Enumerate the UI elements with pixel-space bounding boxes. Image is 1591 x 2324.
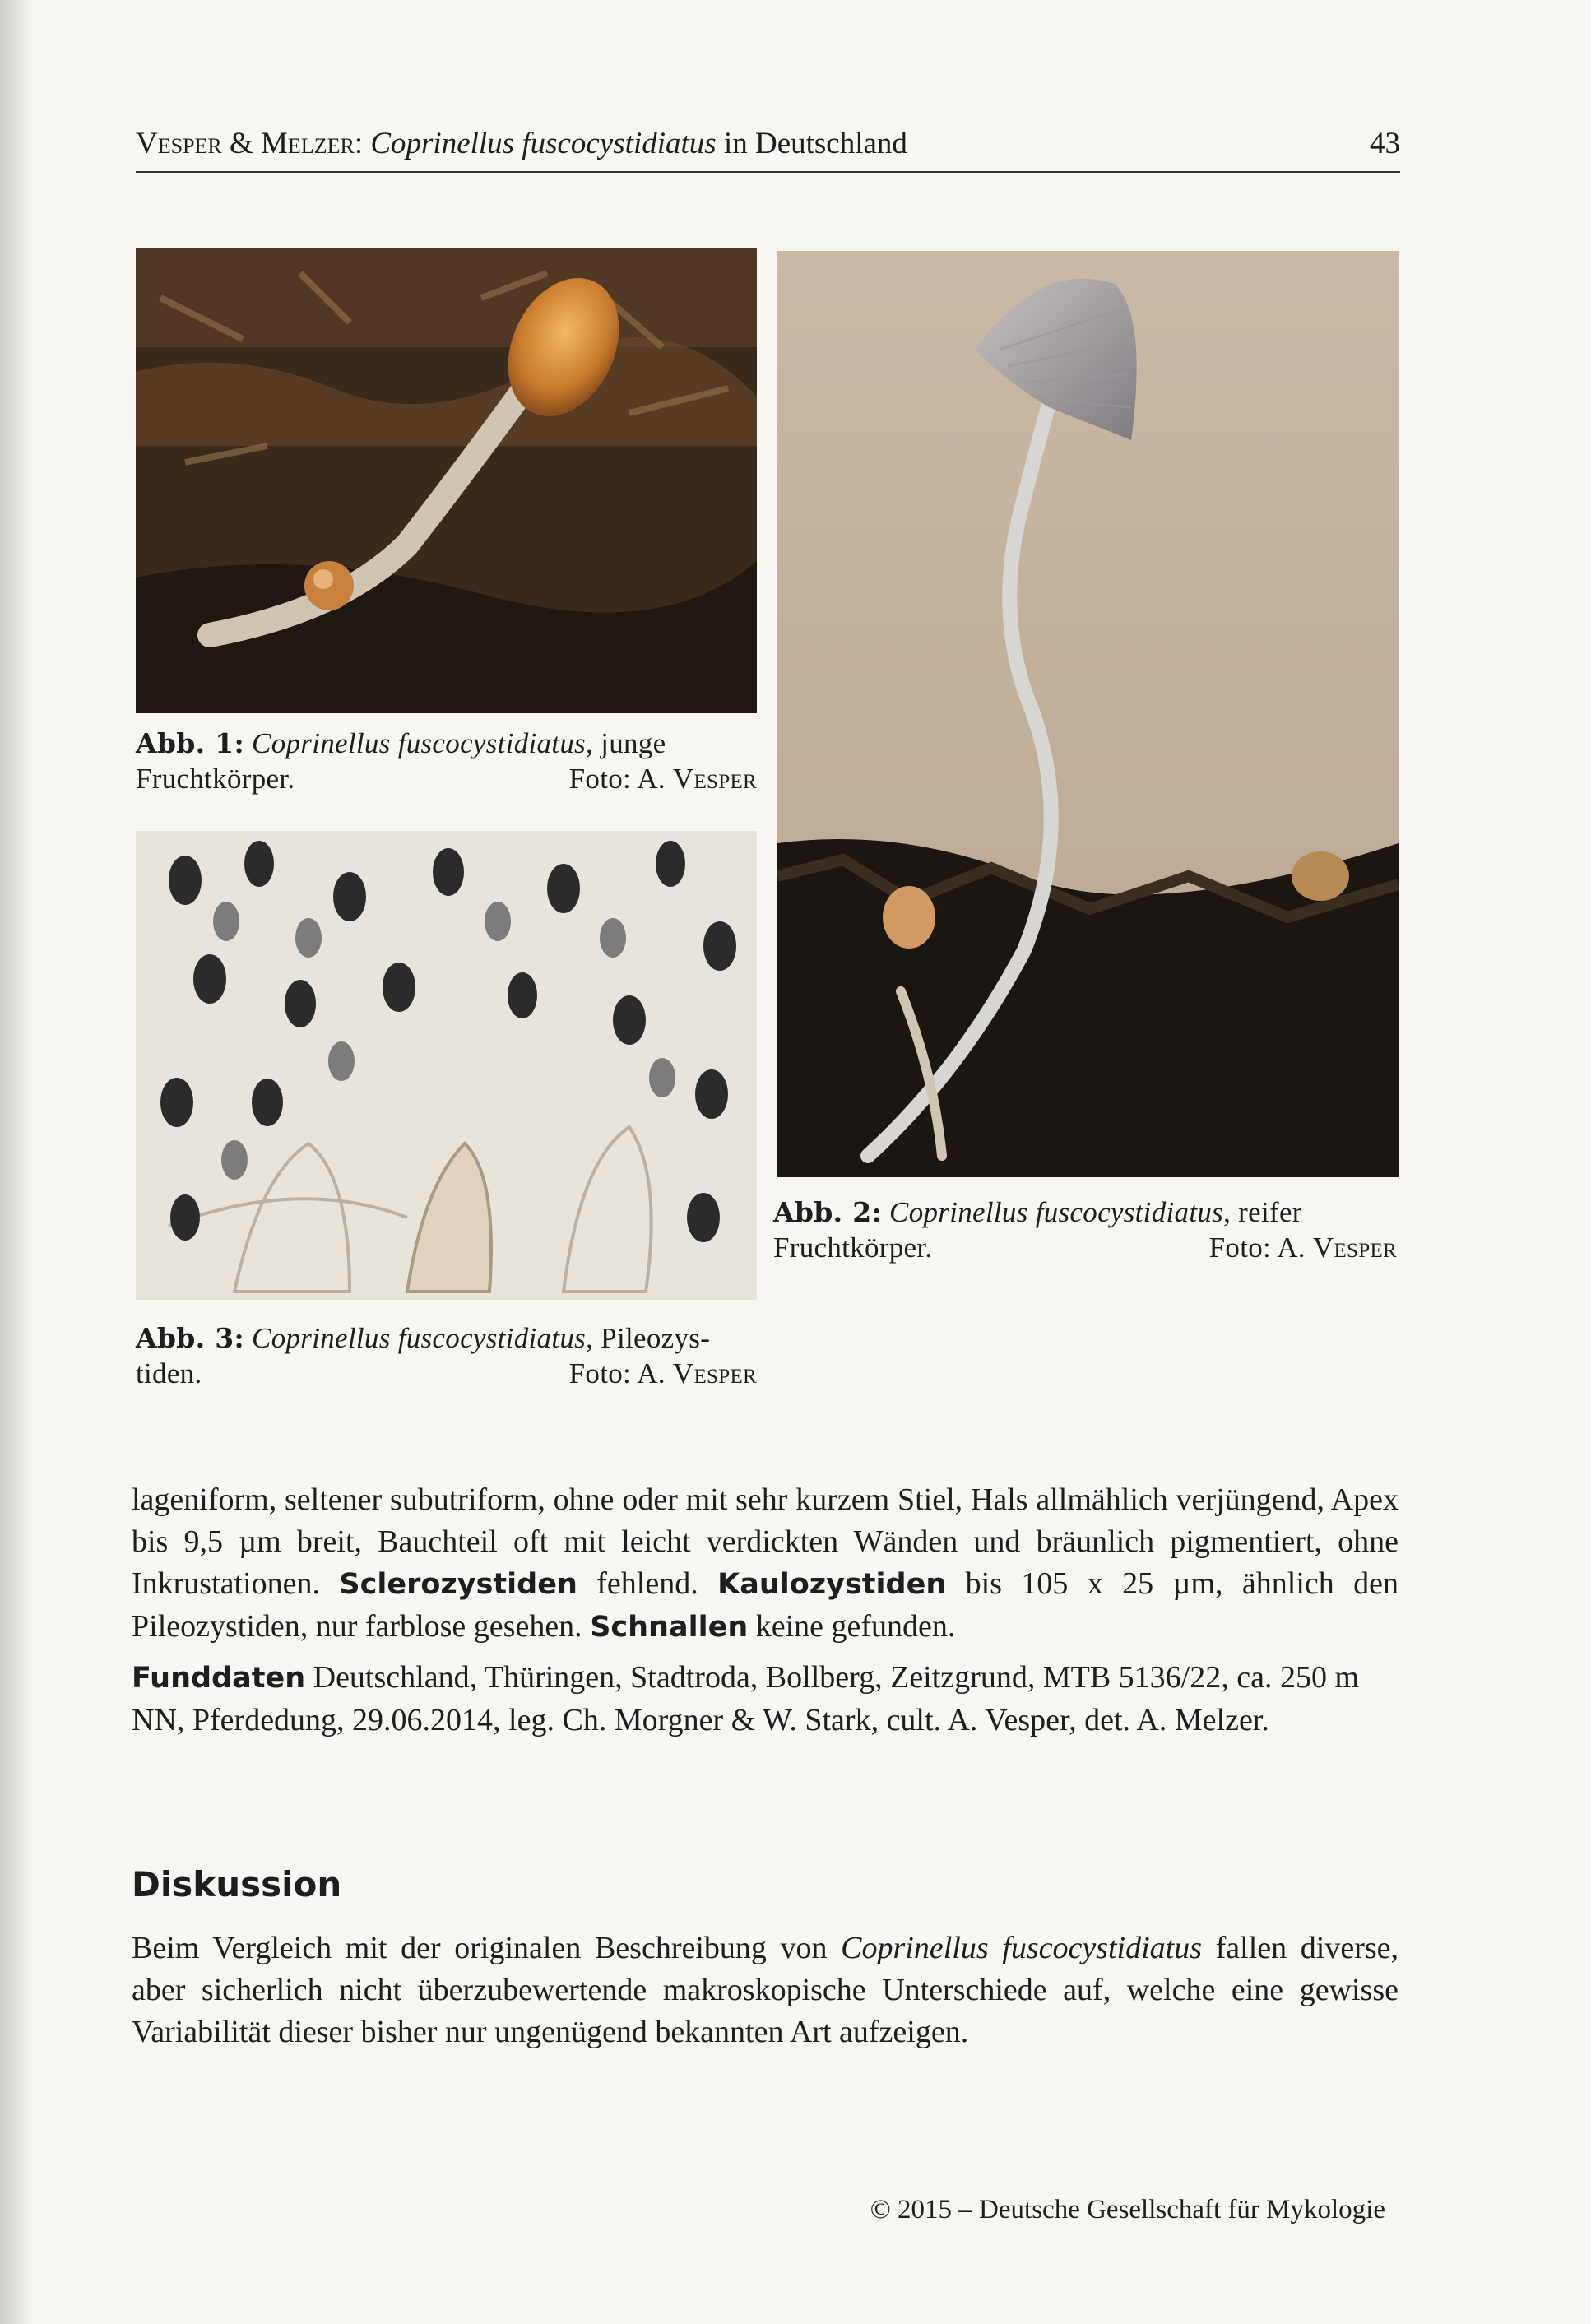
para1-text-g: keine gefunden.: [748, 1609, 956, 1644]
footer-copyright: © 2015 – Deutsche Gesellschaft für Mykologie: [870, 2195, 1385, 2224]
figure-1-photo: [136, 248, 757, 713]
figure-1-caption: [136, 726, 757, 796]
figure-1-label: Abb. 1:: [136, 727, 244, 759]
figure-3-caption: [136, 1320, 757, 1391]
ampersand: &: [221, 127, 262, 160]
term-funddaten: Funddaten: [132, 1662, 306, 1695]
body-text: [132, 1479, 1399, 1750]
figure-1-desc: , junge Fruchtkörper.: [136, 727, 666, 795]
figure-1-species: Coprinellus fuscocystidiatus: [252, 727, 587, 759]
discussion-text-b: fallen diverse, aber sicherlich nicht überzubewertende makroskopische Unterschiede auf, welche eine gewisse Variabilität dieser bisher nur ungenügend bekannten Art aufzeigen.: [132, 1931, 1399, 2049]
paragraph-discussion: [132, 1927, 1399, 2053]
figure-2-credit: [1209, 1230, 1397, 1265]
figure-3-label: Abb. 3:: [136, 1322, 244, 1354]
term-sclerozystiden: Sclerozystiden: [339, 1568, 577, 1601]
figure-3-credit: [569, 1356, 757, 1391]
figure-3-credit-name: Vesper: [672, 1357, 757, 1389]
para1-text-c: fehlend.: [577, 1566, 718, 1601]
term-kaulozystiden: Kaulozystiden: [717, 1568, 947, 1601]
paragraph-funddaten: [132, 1657, 1399, 1742]
discussion-text-a: Beim Vergleich mit der originalen Beschreibung von: [132, 1931, 842, 1965]
running-head-species: Coprinellus fuscocystidiatus: [370, 127, 717, 160]
figure-3-species: Coprinellus fuscocystidiatus: [252, 1322, 587, 1354]
author-melzer: Melzer: [261, 127, 355, 160]
para1-text-a: lageniform, seltener subutriform, ohne oder mit sehr kurzem Stiel, Hals allmählich verjüngend, Apex bis 9,5 µm breit, Bauchteil oft mit leicht verdickten Wänden und bräunlich pigmentiert, ohne Inkrustationen.: [132, 1482, 1399, 1601]
term-schnallen: Schnallen: [590, 1611, 749, 1644]
figure-2-label: Abb. 2:: [773, 1196, 882, 1228]
paragraph-description: [132, 1479, 1399, 1649]
figure-3-desc: , Pileozystiden.: [136, 1322, 710, 1389]
section-heading-diskussion: Diskussion: [132, 1864, 342, 1904]
discussion-text: [132, 1927, 1399, 2062]
running-head: [136, 123, 1400, 173]
figure-2-credit-name: Vesper: [1312, 1232, 1397, 1264]
figure-2-desc: , reifer Fruchtkörper.: [773, 1196, 1302, 1264]
figure-3-photo: [136, 831, 757, 1300]
figure-1-credit-prefix: Foto: A.: [568, 763, 673, 795]
figure-2-species: Coprinellus fuscocystidiatus: [889, 1196, 1224, 1228]
page-number: 43: [1370, 127, 1400, 160]
page-gutter-shadow: [0, 0, 33, 2324]
discussion-species: Coprinellus fuscocystidiatus: [841, 1931, 1203, 1965]
author-vesper: Vesper: [136, 127, 222, 160]
figure-1-credit-name: Vesper: [672, 763, 757, 795]
running-head-rest: in Deutschland: [716, 127, 907, 160]
figure-2-caption: [773, 1194, 1397, 1265]
figure-1-credit: [569, 761, 757, 796]
para1-text-e: bis 105 x 25 µm, ähnlich den Pileozystiden, nur farblose gesehen.: [132, 1566, 1399, 1644]
figure-3-credit-prefix: Foto: A.: [568, 1357, 673, 1389]
para2-text: Deutschland, Thüringen, Stadtroda, Bollberg, Zeitzgrund, MTB 5136/22, ca. 250 m NN, Pferdedung, 29.06.2014, leg. Ch. Morgner & W. Stark, cult. A. Vesper, det. A. Melzer.: [132, 1660, 1360, 1737]
figure-2-photo: [777, 251, 1399, 1177]
colon: :: [354, 127, 371, 160]
figure-2-credit-prefix: Foto: A.: [1208, 1232, 1313, 1264]
